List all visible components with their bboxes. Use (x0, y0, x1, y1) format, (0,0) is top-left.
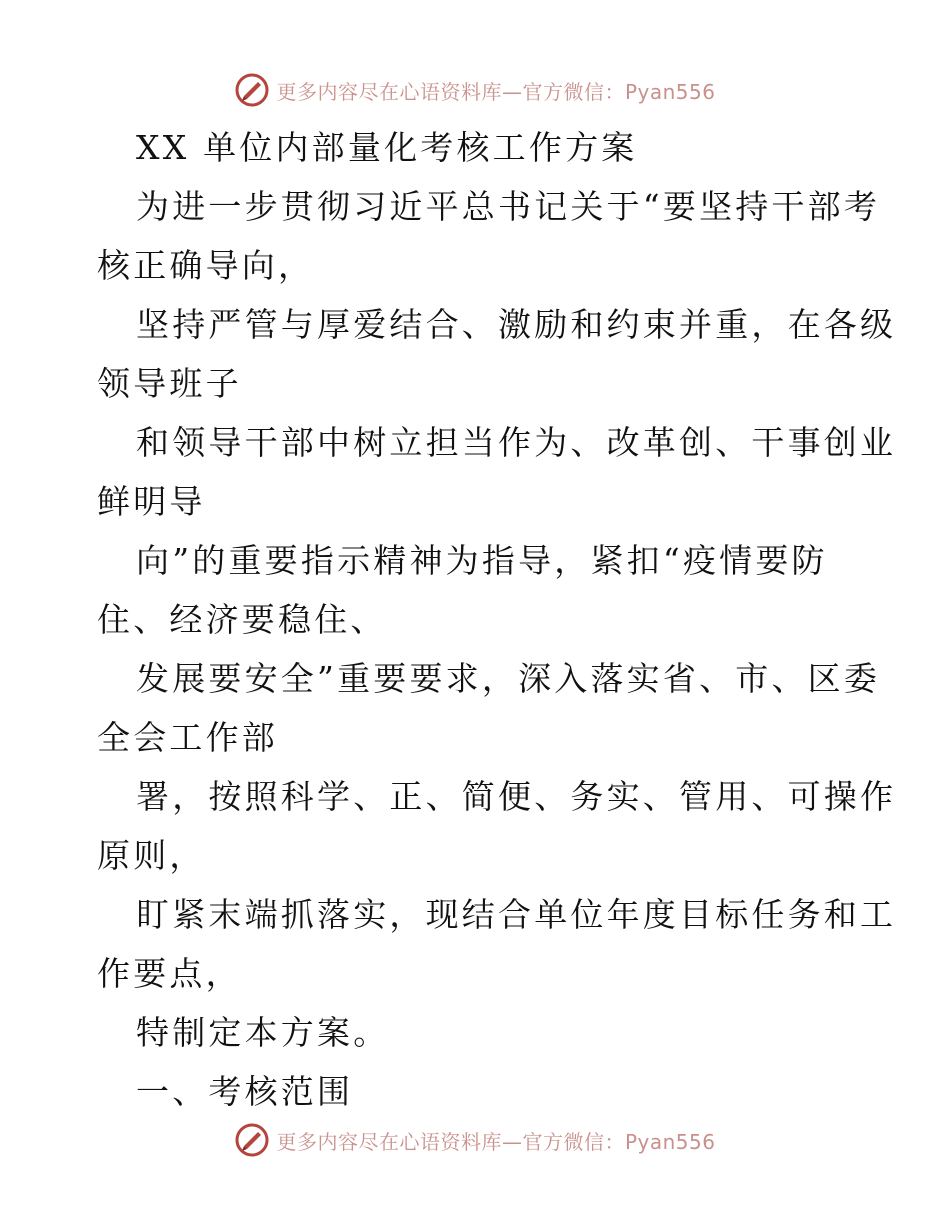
document-body (97, 118, 897, 1121)
paragraph-line: 和领导干部中树立担当作为、改革创、干事创业 (136, 423, 897, 462)
paragraph-line: 向”的重要指示精神为指导，紧扣“疫情要防 (136, 541, 828, 580)
paragraph-line: 坚持严管与厚爱结合、激励和约束并重，在各级 (136, 305, 897, 344)
document-title: XX 单位内部量化考核工作方案 (136, 128, 638, 167)
paragraph-line: 盯紧末端抓落实，现结合单位年度目标任务和工 (136, 895, 897, 934)
logo-icon (234, 1122, 270, 1158)
section-heading: 一、考核范围 (136, 1072, 354, 1111)
watermark-text: 更多内容尽在心语资料库—官方微信：Pyan556 (276, 79, 716, 104)
paragraph-line: 核正确导向， (97, 246, 315, 285)
paragraph-line: 鲜明导 (97, 482, 206, 521)
paragraph-line: 住、经济要稳住、 (97, 600, 387, 639)
watermark-banner-top (0, 68, 950, 112)
paragraph-line: 原则， (97, 836, 206, 875)
paragraph-line: 全会工作部 (97, 718, 278, 757)
watermark-banner-bottom (0, 1118, 950, 1162)
paragraph-line: 特制定本方案。 (136, 1013, 390, 1052)
paragraph-line: 为进一步贯彻习近平总书记关于“要坚持干部考 (136, 187, 881, 226)
paragraph-line: 发展要安全”重要要求，深入落实省、市、区委 (136, 659, 881, 698)
logo-icon (234, 72, 270, 108)
paragraph-line: 署，按照科学、正、简便、务实、管用、可操作 (136, 777, 897, 816)
watermark-text: 更多内容尽在心语资料库—官方微信：Pyan556 (276, 1129, 716, 1154)
paragraph-line: 领导班子 (97, 364, 242, 403)
paragraph-line: 作要点， (97, 954, 242, 993)
